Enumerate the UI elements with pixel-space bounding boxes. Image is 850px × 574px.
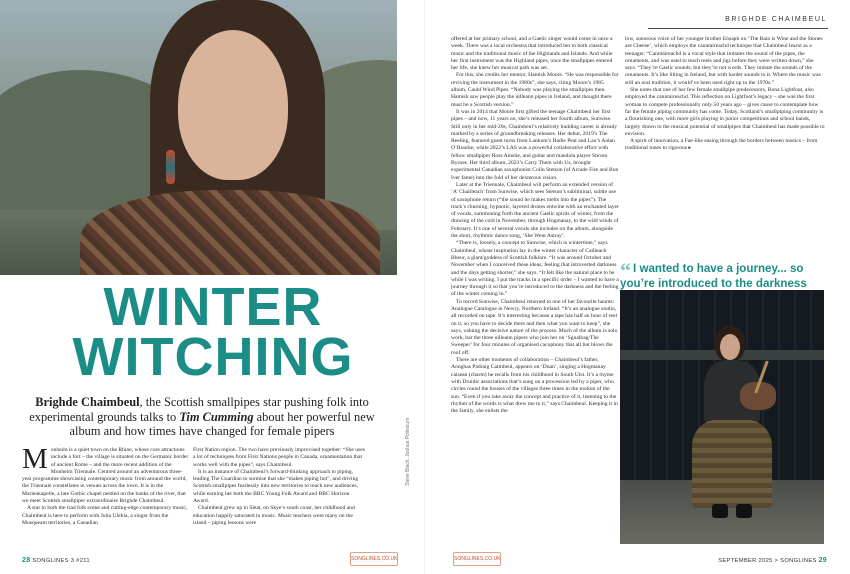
running-head: BRIGHDE CHAIMBEUL (725, 16, 827, 23)
standfirst-text-end: about her powerful new album and how times have changed for female pipers (69, 409, 375, 439)
photo-boot (736, 504, 752, 518)
body-column-4 (625, 36, 825, 256)
paragraph: offered at her primary school, and a Gaelic singer would come in once a week. There was a local orchestra that introduced her to both classical music and the traditional music of the Highlands and Islands. And while her first instrument was the Highland pipes, once the smallpipes entered her life, she knew her musical path was set. (451, 36, 613, 72)
right-page (425, 0, 850, 574)
standfirst-subject: Brighde Chaimbeul (35, 395, 140, 409)
standfirst (22, 395, 382, 439)
photo-tweed-jacket (80, 190, 380, 275)
paragraph: Monheim is a quiet town on the Rhine, whose core attractions include a fort – the village is situated on the Germanic border of ancient Rome – and the more recent addition of the Monheim Triennale. Centred around an adventurous three-year programme showcasing contemporary music from around the world, the Triennale constellates in venues across the town. It is in the Marienkapelle, a late Gothic chapel nestled on the banks of the river, that we meet Scottish smallpiper extraordinaire Brighde Chaimbeul. (22, 447, 189, 505)
paragraph: It is an instance of Chaimbeul’s forward-thinking approach to piping, leading The Guardian to surmise that she “makes piping hot”, and driving Scottish smallpipes fearlessly into new territories to reach new audiences, while earning her both the BBC Young Folk Award and BBC Horizon Award. (193, 468, 359, 505)
quote-mark-icon: “ (620, 258, 631, 283)
folio-left (22, 557, 90, 564)
folio-text: SONGLINES 3 #211 (32, 558, 90, 564)
photo-boot (712, 504, 728, 518)
folio-text: SEPTEMBER 2025 > SONGLINES (718, 558, 817, 564)
paragraph: “There is, loosely, a concept to Sunwise, which is wintertime,” says Chaimbeul, whose inspiration lay in the winter character of Cailleach Bheur, a giant/goddess of Scottish folklore. “It was around October and November when I conceived these ideas; feeling that introverted darkness and the days getting shorter,” she says. “It felt like the natural place to be while I was writing. I put the tracks in a specific order – I wanted to have a journey through it so that you’re introduced to the darkness and the feeling of the winter coming in.” (451, 240, 619, 298)
photo-face (720, 334, 740, 360)
page-number: 28 (22, 557, 31, 564)
portrait-photo (0, 0, 397, 275)
piper-photo (620, 290, 824, 544)
paragraph: For this, she credits her mentor, Hamish Moore. “He was responsible for reviving the instrument in the 1980s”, she says, citing Moore’s 1985 album, Cauld Wind Pipes. “Nobody was playing the smallpipes then. Hamish saw people play the uilleann pipes in Ireland, and thought there must be a Scottish version.” (451, 72, 619, 108)
paragraph: Later at the Triennale, Chaimbeul will perform an extended version of ‘A’ Chailleach’ from Sunwise, which sees Stetson’s subliminal, subtle use of saxophone return (“the sound he makes melts into the pipes”). The track’s churning, hypnotic, layered drones entwine with an enchanted layer of vocals, summoning forth the ancient Gaelic spirits of winter, from the drawing of the cold in November, through Hogmanay, to the wild winds of February. It’s one of several vocals she includes on the album, alongside the short, rhythmic dance song, ‘She Went Astray’. (451, 181, 619, 240)
running-head-rule (648, 28, 828, 29)
headline-line-2: WITCHING (72, 327, 354, 387)
headline (48, 277, 378, 387)
headline-line-1: WINTER (103, 277, 323, 337)
paragraph: low, sonorous voice of her younger brother Eòsaph on ‘The Rain is Wine and the Stones are Cheese’, which employs the canntaireachd technique that Chaimbeul learnt as a teenager. “Canntaireachd is a vocal style that imitates the sound of the pipes, the ornaments, and was used to teach reels and jigs before they were written down,” she says. “They’re Gaelic sounds, but they’re not words. They imitate the sounds of the ornaments. It’s like lilting in Ireland, but with harder sounds to it. Where the music was still an oral tradition, it would’ve been used right up to the 1970s.” (625, 36, 823, 86)
paragraph: There are other moments of collaboration – Chaimbeul’s father, Aonghas Pádraig Caimbeul, appears on ‘Duan’, singing a Hogmanay caisean (charm) he recalls from his childhood in South Uist. It’s a rhyme with Druidic associations that’s sung on a procession led by a piper, who circles round the houses of the villages three times in the motion of the sun. “Even if you take away the concept and practice of it, listening to the rhythm of the words is what drew me to it,” says Chaimbeul. Keeping it in the family, she enlists the (451, 357, 618, 415)
drop-cap: M (22, 447, 48, 475)
paragraph: She notes that one of her few female smallpipe predecessors, Rona Lightfoot, also employed the canntaireachd. This reflection on Lightfoot’s legacy – she was the first woman to compete professionally only 50 years ago – gives cause to contemplate how far the female piping community has come. Today, Scotland’s smallpiping community is a flourishing one, with more girls playing in junior competitions and school bands, largely drawn to the musical potential of smallpipes that Chaimbeul has made possible to envision. (625, 87, 825, 137)
body-column-2 (193, 447, 365, 551)
paragraph: It was in 2014 that Moore first gifted the teenage Chaimbeul her first pipes – and now, 11 years on, she’s released her fourth album, Sunwise. Still only in her mid-20s, Chaimbeul’s relatively budding career is already marked by a series of groundbreaking releases. Her debut, 2019’s The Reeling, featured guest turns from Lankum’s Radie Peat and Lau’s Aidan O’Rourke, while 2022’s LAS was a powerful collaborative effort with fellow smallpiper Ross Ainslie, and guitar and mandola player Steven Byrnes. Her third album, 2023’s Carry Them with Us, brought experimental Canadian saxophonist Colin Stetson (of Arcade Fire and Bon Iver fame) into the fold of her dexterous vision. (451, 108, 619, 181)
page-number: 29 (818, 557, 827, 564)
photo-tartan-skirt (692, 420, 772, 508)
body-column-1 (22, 447, 190, 551)
folio-right (718, 557, 827, 564)
paragraph: A spirit of innovation, a Fae-like easing through the borders between musics – from traditional tunes to rigorous ▸ (625, 138, 818, 152)
photo-credit: Steve Black, Joshua Poilesium (405, 417, 411, 486)
paragraph: First Nation region. The two have previously improvised together: “She uses a lot of techniques from First Nations people in Canada, ornamentation that works well with the pipes”, says Chaimbeul. (193, 447, 365, 468)
website-link[interactable]: SONGLINES.CO.UK (453, 552, 501, 566)
body-column-3 (451, 36, 619, 546)
website-link[interactable]: SONGLINES.CO.UK (350, 552, 398, 566)
photo-earring (166, 150, 175, 184)
paragraph: To record Sunwise, Chaimbeul returned to one of her favourite haunts: Analogue Catalogue in Newry, Northern Ireland. “It’s an analogue studio, all recorded on tape. It’s interesting because a tape has half an hour of reel on it, so you have to decide there and then what you want to keep”, she says, valuing the decisive nature of the process. Much of the album is solo work, bar the three uilleann pipers who join her on ‘Sgualbag/The Sweeper’ for four minutes of organised cacophony that all but blows the roof off. (451, 298, 618, 356)
paragraph: Chaimbeul grew up in Sleat, on Skye’s south coast, her childhood and education happily saturated in music. Music teachers were many on the island – piping lessons were (193, 505, 355, 526)
photo-face (178, 30, 288, 180)
pull-quote-text: I wanted to have a journey... so you’re introduced to the darkness (620, 262, 807, 291)
standfirst-author: Tim Cumming (179, 409, 254, 424)
paragraph: A star in both the trad folk scene and cutting-edge contemporary music, Chaimbeul is here to perform with Julia Ulehla, a singer from the Musqueam territories, a Canadian (22, 505, 188, 526)
standfirst-text: , the Scottish smallpipes star pushing folk into experimental grounds talks to (29, 395, 369, 424)
